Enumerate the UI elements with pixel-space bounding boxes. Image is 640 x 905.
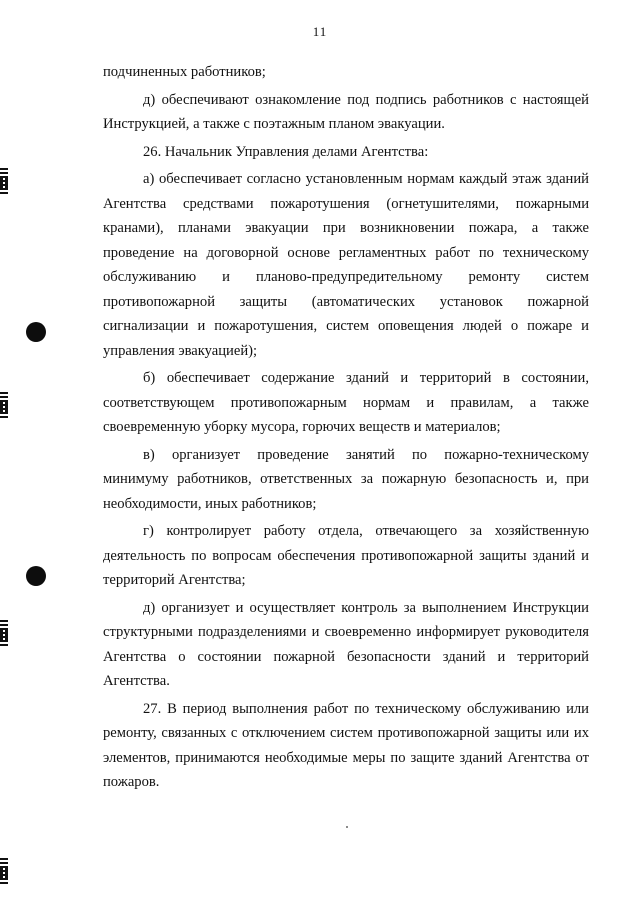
binding-mark-top (0, 168, 8, 196)
paragraph-item-g: г) контролирует работу отдела, отвечающего за хозяйственную деятельность по вопросам обеспечения противопожарной защиты зданий и территорий Агентства; (103, 523, 589, 588)
punch-hole-lower (26, 566, 46, 586)
document-body (103, 60, 589, 798)
binding-mark-lower (0, 620, 8, 648)
paragraph-item-b: б) обеспечивает содержание зданий и территорий в состоянии, соответствующем противопожарным нормам и правилам, а также своевременную уборку мусора, горючих веществ и материалов; (103, 370, 589, 435)
paragraph-continuation: подчиненных работников; (103, 64, 266, 80)
scan-speck (346, 826, 348, 828)
paragraph-item-a: а) обеспечивает согласно установленным нормам каждый этаж зданий Агентства средствами пожаротушения (огнетушителями, пожарными кранами), планами эвакуации при возникновении пожара, а также проведение на договорной основе регламентных работ по техническому обслуживанию и планово-предупредительному ремонту систем противопожарной защиты (автоматических установок пожарной сигнализации и пожаротушения, систем оповещения людей о пожаре и управления эвакуацией); (103, 171, 589, 359)
page-number: 11 (312, 24, 328, 39)
paragraph-item-v: в) организует проведение занятий по пожарно-техническому минимуму работников, ответственных за пожарную безопасность и, при необходимости, иных работников; (103, 446, 589, 512)
binding-mark-middle (0, 392, 8, 420)
paragraph-section-27: 27. В период выполнения работ по техническому обслуживанию или ремонту, связанных с отключением систем противопожарной защиты или их элементов, принимаются необходимые меры по защите зданий Агентства от пожаров. (103, 700, 589, 790)
punch-hole-upper (26, 322, 46, 342)
paragraph-section-26-heading: 26. Начальник Управления делами Агентства: (143, 143, 429, 160)
binding-mark-bottom (0, 858, 8, 886)
paragraph-item-d-familiarization: д) обеспечивают ознакомление под подпись работников с настоящей Инструкцией, а также с поэтажным планом эвакуации. (103, 91, 589, 132)
paragraph-item-d-control: д) организует и осуществляет контроль за выполнением Инструкции структурными подразделениями и своевременно информирует руководителя Агентства о состоянии пожарной безопасности зданий и территорий Агентства. (103, 599, 589, 689)
